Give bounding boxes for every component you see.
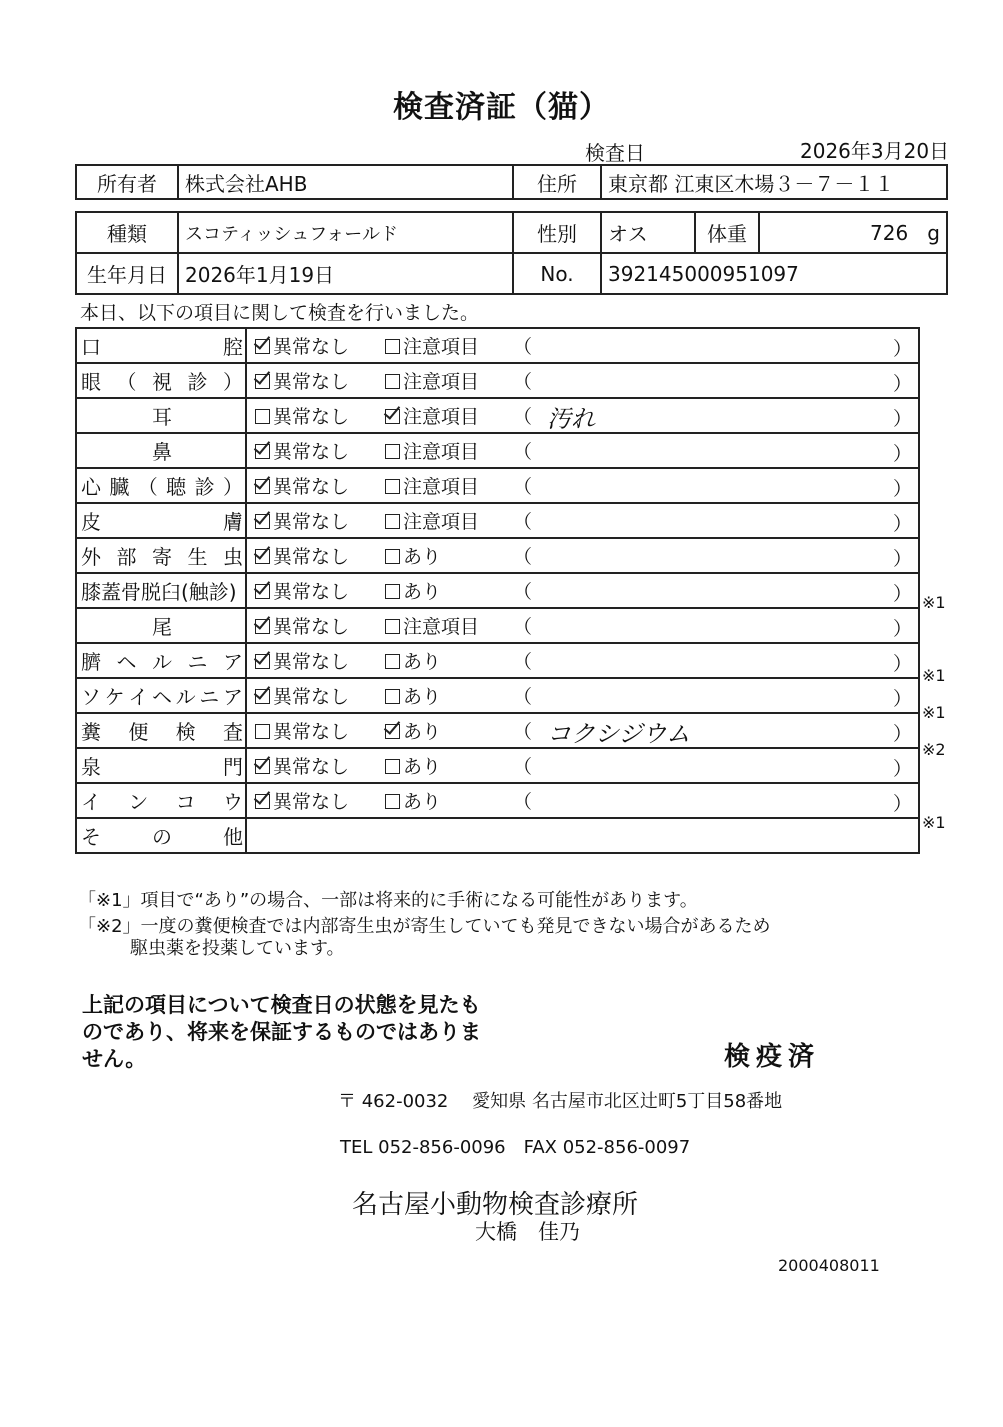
check-option-label: あり [403, 686, 442, 708]
check-row [76, 398, 919, 433]
check-option-label: 注意項目 [403, 476, 480, 498]
weight-unit: g [927, 220, 940, 245]
check-option[interactable] [385, 647, 513, 674]
paren-close: ） [892, 758, 912, 780]
check-item-char: 腔 [223, 335, 243, 359]
check-result [246, 468, 919, 503]
check-item-char: ） [223, 370, 243, 394]
breed-value: スコティッシュフォールド [178, 212, 513, 253]
check-item-char: ア [223, 650, 243, 674]
check-item-char: （ [116, 370, 137, 394]
breed-label: 種類 [76, 212, 178, 253]
check-item-name [76, 468, 246, 503]
check-option[interactable] [255, 577, 385, 604]
check-item-char: ル [152, 650, 172, 674]
check-item-label-wrap [81, 506, 243, 535]
check-item-char: ニ [199, 685, 220, 709]
inspection-date-label: 検査日 [585, 141, 645, 165]
sex-label: 性別 [513, 212, 601, 253]
check-item-label: 尾 [152, 615, 172, 639]
check-option[interactable] [385, 717, 513, 744]
paren-close: ） [892, 548, 912, 570]
check-option[interactable] [255, 752, 385, 779]
owner-table [75, 164, 948, 200]
check-item-char: 診 [194, 475, 215, 499]
checkbox-icon[interactable] [385, 514, 400, 529]
disclaimer: 上記の項目について検査日の状態を見たものであり、将来を保証するものではありません。 [82, 993, 481, 1071]
address-value: 東京都 江東区木場３－７－１１ [601, 165, 947, 199]
other-label-cell [76, 818, 246, 853]
no-label: No. [513, 253, 601, 294]
check-item-label: 膝蓋骨脱臼(触診) [81, 580, 237, 604]
checkbox-icon[interactable] [385, 549, 400, 564]
check-item-name [76, 363, 246, 398]
footnote-2-line1: 「※2」一度の糞便検査では内部寄生虫が寄生していても発見できない場合があるため [78, 916, 771, 937]
check-option-label: 異常なし [273, 651, 350, 673]
check-item-label-wrap [81, 751, 243, 780]
paren-close: ） [892, 513, 912, 535]
stamp-text: 検疫済 [724, 1042, 821, 1072]
check-item-char: ル [175, 685, 196, 709]
check-item-name [76, 328, 246, 363]
paren-close: ） [892, 408, 912, 430]
check-item-char: 皮 [81, 510, 101, 534]
checkbox-icon[interactable] [385, 689, 400, 704]
no-value: 392145000951097 [601, 253, 947, 294]
checked-box-icon[interactable] [385, 724, 400, 739]
check-option-label: 注意項目 [403, 511, 480, 533]
address-label: 住所 [513, 165, 601, 199]
paren-open: （ [513, 406, 533, 428]
check-item-char: 査 [222, 720, 243, 744]
check-item-char: 門 [223, 755, 243, 779]
check-option-label: 異常なし [273, 756, 350, 778]
check-option-label: あり [403, 756, 442, 778]
check-row [76, 468, 919, 503]
check-item-char: コ [175, 790, 196, 814]
paren-open: （ [513, 791, 533, 813]
check-option[interactable] [385, 752, 513, 779]
check-option-label: 異常なし [273, 476, 350, 498]
paren-open: （ [513, 651, 533, 673]
checked-box-icon[interactable] [255, 619, 270, 634]
check-item-label-wrap [81, 576, 243, 605]
weight-cell [759, 212, 947, 253]
check-option[interactable] [255, 542, 385, 569]
check-item-char: 臍 [81, 650, 101, 674]
check-item-char: 他 [223, 825, 243, 849]
checked-box-icon[interactable] [255, 759, 270, 774]
check-result [246, 573, 919, 608]
check-item-char: ヘ [151, 685, 172, 709]
check-option-label: 異常なし [273, 511, 350, 533]
check-item-name [76, 398, 246, 433]
checkbox-icon[interactable] [385, 584, 400, 599]
check-option[interactable] [385, 577, 513, 604]
check-option-label: 異常なし [273, 686, 350, 708]
check-item-name [76, 748, 246, 783]
checked-box-icon[interactable] [255, 444, 270, 459]
paren-open: （ [513, 546, 533, 568]
clinic-name: 名古屋小動物検査診療所 [351, 1190, 638, 1220]
checked-box-icon[interactable] [255, 584, 270, 599]
check-item-char: 糞 [81, 720, 101, 744]
check-item-char: 便 [128, 720, 149, 744]
check-option[interactable] [385, 542, 513, 569]
paren-close: ） [892, 373, 912, 395]
check-table [75, 327, 920, 854]
check-option[interactable] [255, 507, 385, 534]
birth-value: 2026年1月19日 [178, 253, 513, 294]
footnote-1: 「※1」項目で“あり”の場合、一部は将来的に手術になる可能性があります。 [78, 890, 698, 911]
checkbox-icon[interactable] [255, 724, 270, 739]
check-item-char: ウ [222, 790, 243, 814]
check-result [246, 398, 919, 433]
check-option[interactable] [385, 332, 513, 359]
check-item-name [76, 678, 246, 713]
checkbox-icon[interactable] [385, 339, 400, 354]
check-option-label: あり [403, 721, 442, 743]
check-item-char: 膚 [223, 510, 243, 534]
paren-open: （ [513, 756, 533, 778]
clinic-phone: TEL 052-856-0096 FAX 052-856-0097 [340, 1137, 691, 1158]
checked-box-icon[interactable] [255, 374, 270, 389]
checked-box-icon[interactable] [255, 794, 270, 809]
check-option[interactable] [255, 367, 385, 394]
checked-box-icon[interactable] [255, 549, 270, 564]
check-option[interactable] [255, 612, 385, 639]
check-row [76, 538, 919, 573]
check-row [76, 678, 919, 713]
check-result [246, 538, 919, 573]
other-value[interactable] [246, 818, 919, 853]
check-result [246, 643, 919, 678]
check-item-name [76, 608, 246, 643]
checkbox-icon[interactable] [385, 759, 400, 774]
paren-open: （ [513, 721, 533, 743]
checked-box-icon[interactable] [255, 514, 270, 529]
check-option[interactable] [385, 787, 513, 814]
check-item-char: 視 [152, 370, 172, 394]
footnote-marker: ※1 [922, 703, 946, 722]
check-item-char: 聴 [166, 475, 187, 499]
check-option[interactable] [255, 332, 385, 359]
check-item-name [76, 433, 246, 468]
check-item-char: の [152, 825, 172, 849]
check-option-label: あり [403, 581, 442, 603]
clinic-address: 〒 462-0032 愛知県 名古屋市北区辻町5丁目58番地 [338, 1091, 783, 1112]
check-item-name [76, 573, 246, 608]
check-option[interactable] [255, 682, 385, 709]
checkbox-icon[interactable] [385, 654, 400, 669]
check-item-char: ソ [81, 685, 101, 709]
checkbox-icon[interactable] [255, 409, 270, 424]
check-option-label: あり [403, 791, 442, 813]
check-item-char: ア [222, 685, 243, 709]
checkbox-icon[interactable] [385, 794, 400, 809]
paren-open: （ [513, 581, 533, 603]
check-item-char: 外 [81, 545, 101, 569]
check-result [246, 608, 919, 643]
check-option-label: 注意項目 [403, 406, 480, 428]
check-option[interactable] [385, 472, 513, 499]
check-option[interactable] [255, 402, 385, 429]
check-option-label: 異常なし [273, 546, 350, 568]
check-item-name [76, 503, 246, 538]
handwritten-memo: コクシジウム [547, 720, 691, 748]
check-row [76, 783, 919, 818]
check-option-label: 異常なし [273, 406, 350, 428]
check-option[interactable] [385, 682, 513, 709]
paren-close: ） [892, 338, 912, 360]
check-row [76, 748, 919, 783]
check-row [76, 608, 919, 643]
owner-label: 所有者 [76, 165, 178, 199]
check-item-char: 生 [187, 545, 208, 569]
checkbox-icon[interactable] [385, 444, 400, 459]
check-option[interactable] [255, 717, 385, 744]
check-item-label: 耳 [152, 405, 172, 429]
check-item-char: ） [222, 475, 243, 499]
checkbox-icon[interactable] [385, 479, 400, 494]
checked-box-icon[interactable] [255, 479, 270, 494]
checked-box-icon[interactable] [385, 409, 400, 424]
check-row [76, 713, 919, 748]
check-option-label: 異常なし [273, 581, 350, 603]
check-item-char: ケ [104, 685, 125, 709]
check-row [76, 643, 919, 678]
checked-box-icon[interactable] [255, 689, 270, 704]
check-option-label: 注意項目 [403, 616, 480, 638]
check-item-char: 寄 [152, 545, 172, 569]
check-option-label: あり [403, 651, 442, 673]
check-item-label: 鼻 [152, 440, 172, 464]
check-item-char: 臓 [109, 475, 130, 499]
check-row [76, 328, 919, 363]
footnote-marker: ※2 [922, 739, 946, 759]
check-item-char: 診 [187, 370, 208, 394]
paren-close: ） [892, 443, 912, 465]
check-row [76, 363, 919, 398]
document-code: 2000408011 [778, 1256, 880, 1275]
paren-close: ） [892, 653, 912, 675]
check-item-name [76, 538, 246, 573]
check-option[interactable] [385, 402, 513, 429]
check-result [246, 433, 919, 468]
paren-open: （ [513, 441, 533, 463]
paren-close: ） [892, 478, 912, 500]
check-option-label: 異常なし [273, 721, 350, 743]
check-item-char: 虫 [223, 545, 243, 569]
check-item-char: 口 [81, 335, 101, 359]
handwritten-memo: 汚れ [547, 405, 595, 433]
check-row [76, 503, 919, 538]
check-item-char: ニ [187, 650, 208, 674]
weight-value: 726 [870, 220, 909, 245]
check-item-char: イ [81, 790, 101, 814]
footnote-2-line2: 駆虫薬を投薬しています。 [130, 938, 345, 959]
paren-close: ） [892, 793, 912, 815]
check-option-label: あり [403, 546, 442, 568]
owner-value: 株式会社AHB [178, 165, 513, 199]
paren-open: （ [513, 616, 533, 638]
paren-open: （ [513, 511, 533, 533]
check-option[interactable] [385, 612, 513, 639]
footnote-marker: ※1 [922, 666, 946, 686]
check-item-char: 検 [175, 720, 196, 744]
footnote-marker: ※1 [922, 592, 946, 612]
footnote-marker: ※1 [922, 813, 946, 833]
check-item-char: 部 [116, 545, 137, 569]
checkbox-icon[interactable] [385, 374, 400, 389]
sex-value: オス [601, 212, 695, 253]
page-title: 検査済証（猫） [393, 90, 610, 125]
paren-open: （ [513, 336, 533, 358]
intro-text: 本日、以下の項目に関して検査を行いました。 [80, 302, 480, 324]
check-option[interactable] [385, 367, 513, 394]
check-row [76, 573, 919, 608]
check-item-char: 泉 [81, 755, 101, 779]
paren-open: （ [513, 371, 533, 393]
check-item-char: ヘ [116, 650, 137, 674]
check-item-label-wrap [81, 471, 243, 500]
checked-box-icon[interactable] [255, 654, 270, 669]
paren-open: （ [513, 476, 533, 498]
check-option-label: 異常なし [273, 616, 350, 638]
check-option-label: 異常なし [273, 441, 350, 463]
check-option-label: 異常なし [273, 791, 350, 813]
check-item-char: イ [128, 685, 149, 709]
check-option-label: 注意項目 [403, 336, 480, 358]
check-item-char: 眼 [81, 370, 101, 394]
check-item-label-wrap [81, 786, 243, 815]
checkbox-icon[interactable] [385, 619, 400, 634]
weight-label: 体重 [695, 212, 759, 253]
check-option-label: 異常なし [273, 371, 350, 393]
check-row-other [76, 818, 919, 853]
check-item-name [76, 713, 246, 748]
paren-close: ） [892, 583, 912, 605]
check-result [246, 328, 919, 363]
check-result [246, 783, 919, 818]
check-item-label-wrap [81, 716, 243, 745]
paren-close: ） [892, 618, 912, 640]
check-item-name [76, 783, 246, 818]
check-item-char: 心 [81, 475, 101, 499]
check-item-label-wrap [81, 646, 243, 675]
check-result [246, 678, 919, 713]
animal-table [75, 211, 948, 295]
check-result [246, 713, 919, 748]
check-item-char: （ [137, 475, 158, 499]
check-item-label-wrap [81, 681, 243, 710]
check-item-name [76, 643, 246, 678]
check-option-label: 注意項目 [403, 371, 480, 393]
check-item-char: ン [128, 790, 149, 814]
check-item-label-wrap [81, 541, 243, 570]
check-option[interactable] [255, 437, 385, 464]
check-option[interactable] [385, 437, 513, 464]
check-result [246, 748, 919, 783]
check-option-label: 注意項目 [403, 441, 480, 463]
check-item-label-wrap [81, 366, 243, 395]
check-option[interactable] [255, 472, 385, 499]
check-result [246, 503, 919, 538]
check-option[interactable] [255, 647, 385, 674]
check-option[interactable] [385, 507, 513, 534]
paren-open: （ [513, 686, 533, 708]
check-option-label: 異常なし [273, 336, 350, 358]
paren-close: ） [892, 723, 912, 745]
paren-close: ） [892, 688, 912, 710]
birth-label: 生年月日 [76, 253, 178, 294]
check-result [246, 363, 919, 398]
inspection-date: 2026年3月20日 [800, 139, 950, 163]
check-item-label-wrap [81, 331, 243, 360]
checked-box-icon[interactable] [255, 339, 270, 354]
check-option[interactable] [255, 787, 385, 814]
vet-name: 大橋 佳乃 [475, 1220, 580, 1244]
check-item-char: そ [81, 825, 101, 849]
other-label-wrap [81, 821, 243, 850]
check-row [76, 433, 919, 468]
